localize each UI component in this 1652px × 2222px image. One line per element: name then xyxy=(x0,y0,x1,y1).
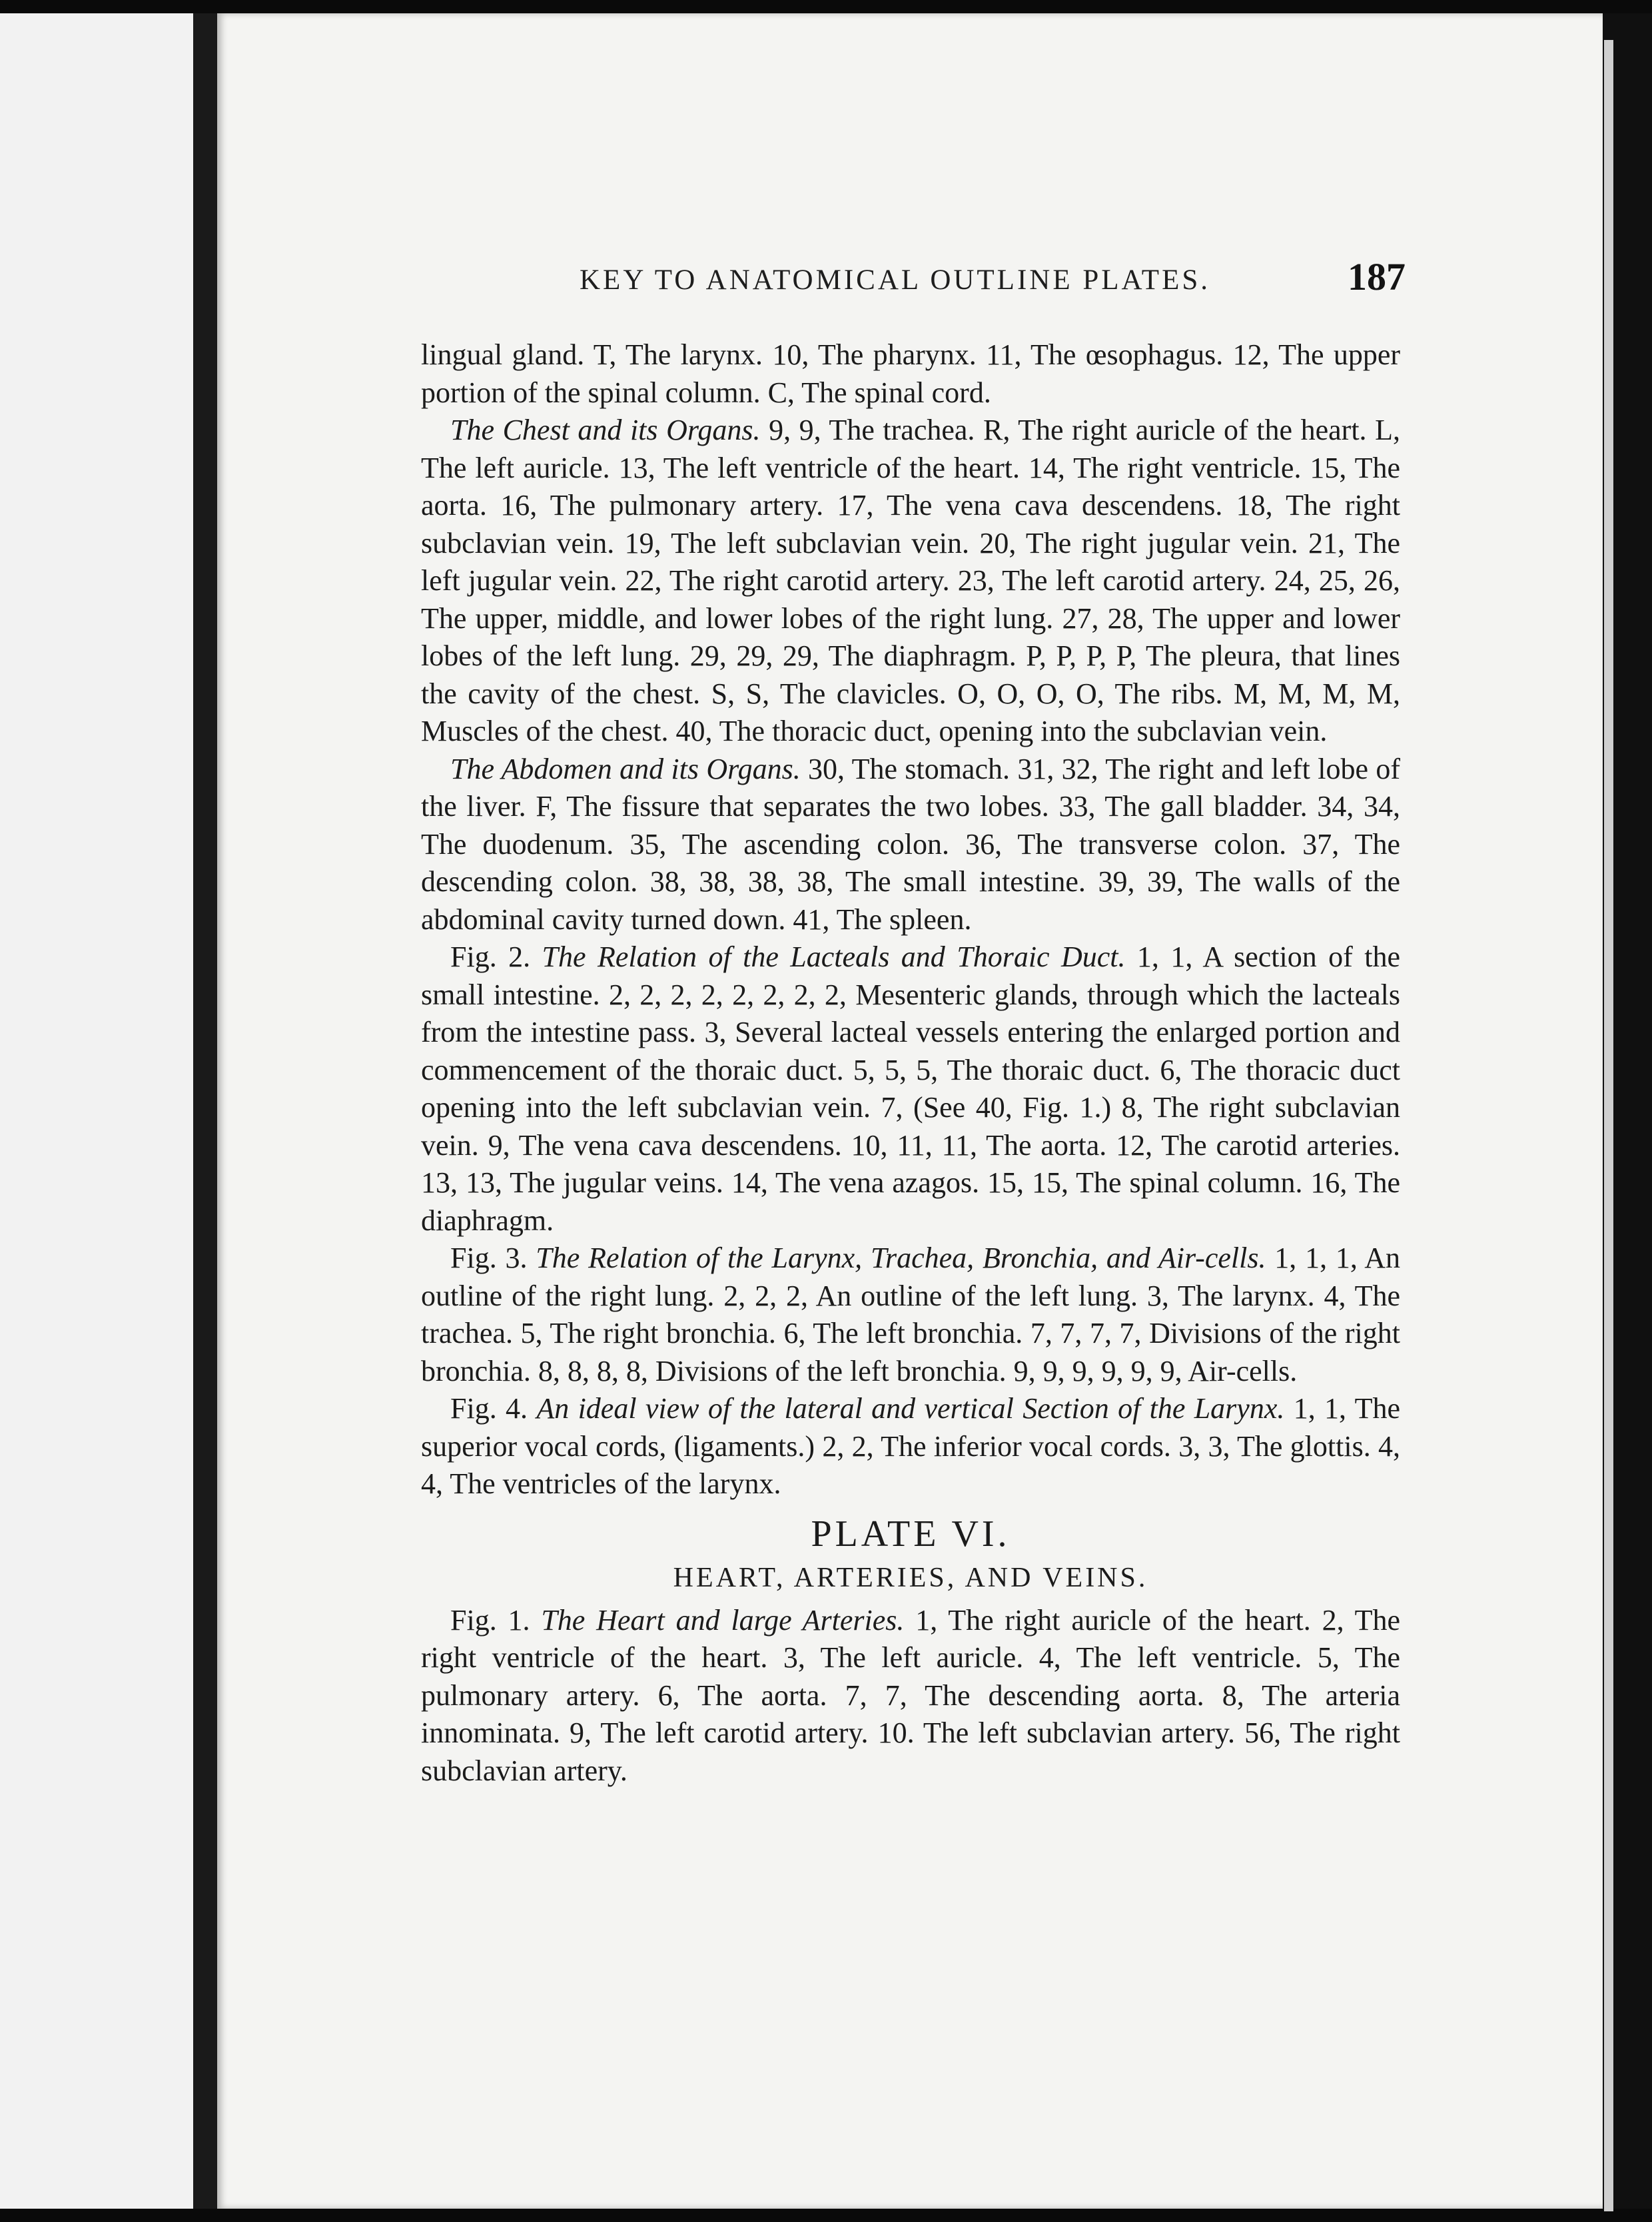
book-gutter xyxy=(193,13,217,2209)
running-head: KEY TO ANATOMICAL OUTLINE PLATES. xyxy=(580,264,1211,296)
paragraph: The Chest and its Organs. 9, 9, The trachea. R, The right auricle of the heart. L, The left auricle. 13, The left ventricle of the heart. 14, The right ventricle. 15, The aorta. 16, The pulmonary artery. 17, The vena cava descendens. 18, The right subclavian vein. 19, The left subclavian vein. 20, The right jugular vein. 21, The left jugular vein. 22, The right carotid artery. 23, The left carotid artery. 24, 25, 26, The upper, middle, and lower lobes of the right lung. 27, 28, The upper and lower lobes of the left lung. 29, 29, 29, The diaphragm. P, P, P, P, The pleura, that lines the cavity of the chest. S, S, The clavicles. O, O, O, O, The ribs. M, M, M, M, Muscles of the chest. 40, The thoracic duct, opening into the subclavian vein. xyxy=(421,414,1400,747)
plate-subtitle: HEART, ARTERIES, AND VEINS. xyxy=(673,1562,1148,1593)
section-heading: The Chest and its Organs. xyxy=(450,414,761,446)
paragraph: Fig. 3. The Relation of the Larynx, Trachea, Bronchia, and Air-cells. 1, 1, 1, An outline of the right lung. 2, 2, 2, An outline of the left lung. 3, The larynx. 4, The trachea. 5, The right bronchia. 6, The left bronchia. 7, 7, 7, 7, Divisions of the right bronchia. 8, 8, 8, 8, Divisions of the left bronchia. 9, 9, 9, 9, 9, 9, Air-cells. xyxy=(421,1242,1400,1387)
figure-caption: The Relation of the Lacteals and Thoraic Duct. xyxy=(542,940,1126,973)
page-header xyxy=(580,255,1406,301)
figure-caption: An ideal view of the lateral and vertical Section of the Larynx. xyxy=(536,1392,1285,1425)
plate-title: PLATE VI. xyxy=(811,1513,1011,1555)
paragraph: Fig. 1. The Heart and large Arteries. 1, The right auricle of the heart. 2, The right ventricle of the heart. 3, The left auricle. 4, The left ventricle. 5, The pulmonary artery. 6, The aorta. 7, 7, The descending aorta. 8, The arteria innominata. 9, The left carotid artery. 10. The left subclavian artery. 56, The right subclavian artery. xyxy=(421,1603,1400,1787)
facing-page-edge xyxy=(0,13,193,2209)
figure-caption: The Heart and large Arteries. xyxy=(541,1603,905,1637)
page-number: 187 xyxy=(1348,255,1406,298)
section-heading: The Abdomen and its Organs. xyxy=(450,752,801,785)
paragraph: lingual gland. T, The larynx. 10, The pharynx. 11, The œsophagus. 12, The upper portion of the spinal column. C, The spinal cord. xyxy=(421,338,1400,409)
paragraph: Fig. 4. An ideal view of the lateral and vertical Section of the Larynx. 1, 1, The superior vocal cords, (ligaments.) 2, 2, The inferior vocal cords. 3, 3, The glottis. 4, 4, The ventricles of the larynx. xyxy=(421,1392,1400,1500)
paragraph: Fig. 2. The Relation of the Lacteals and Thoraic Duct. 1, 1, A section of the small intestine. 2, 2, 2, 2, 2, 2, 2, 2, Mesenteric glands, through which the lacteals from the intestine pass. 3, Several lacteal vessels entering the enlarged portion and commencement of the thoraic duct. 5, 5, 5, The thoraic duct. 6, The thoracic duct opening into the left subclavian vein. 7, (See 40, Fig. 1.) 8, The right subclavian vein. 9, The vena cava descendens. 10, 11, 11, The aorta. 12, The carotid arteries. 13, 13, The jugular veins. 14, The vena azagos. 15, 15, The spinal column. 16, The diaphragm. xyxy=(421,940,1400,1237)
body-text xyxy=(421,336,1400,1790)
figure-caption: The Relation of the Larynx, Trachea, Bronchia, and Air-cells. xyxy=(536,1242,1266,1274)
page-edge-strip xyxy=(1604,40,1613,2211)
paragraph: The Abdomen and its Organs. 30, The stomach. 31, 32, The right and left lobe of the liver. F, The fissure that separates the two lobes. 33, The gall bladder. 34, 34, The duodenum. 35, The ascending colon. 36, The transverse colon. 37, The descending colon. 38, 38, 38, 38, The small intestine. 39, 39, The walls of the abdominal cavity turned down. 41, The spleen. xyxy=(421,752,1400,936)
